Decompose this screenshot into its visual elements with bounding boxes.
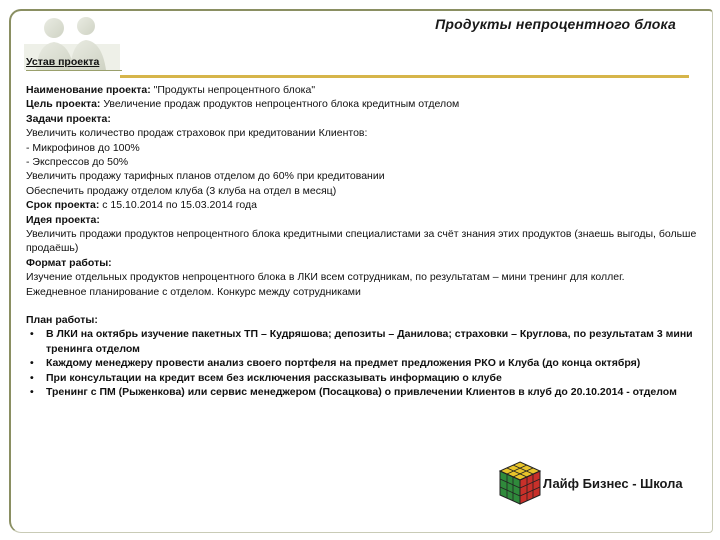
- project-name-line: [26, 83, 718, 97]
- list-item: • В ЛКИ на октябрь изучение пакетных ТП – Кудряшова; депозиты – Данилова; страховки – Круглова, по результатам 3 мини тренинга отделом: [30, 328, 693, 355]
- bullet-icon: •: [30, 371, 34, 384]
- work-format-label: Формат работы:: [26, 256, 112, 269]
- project-idea-value: Увеличить продажи продуктов непроцентного блока кредитными специалистами за счёт знания этих продуктов (знаешь выгоды, больше продаёшь): [26, 228, 697, 255]
- bullet-icon: •: [30, 386, 34, 399]
- project-goal-label: Цель проекта:: [26, 98, 101, 111]
- list-item: • При консультации на кредит всем без исключения рассказывать информацию о клубе: [30, 371, 502, 384]
- logo-text: Лайф Бизнес - Школа: [543, 476, 683, 491]
- bullet-icon: •: [30, 328, 34, 341]
- project-tasks-label: Задачи проекта:: [26, 112, 111, 125]
- section-label: Устав проекта: [26, 56, 100, 68]
- project-name-label: Наименование проекта:: [26, 84, 151, 96]
- work-plan-title: План работы:: [26, 314, 98, 326]
- accent-divider: [120, 75, 689, 78]
- task-line: - Экспрессов до 50%: [26, 156, 129, 169]
- task-line: Увеличить продажу тарифных планов отделом до 60% при кредитовании: [26, 170, 385, 183]
- project-idea-label: Идея проекта:: [26, 213, 100, 226]
- page-title: Продукты непроцентного блока: [435, 16, 676, 32]
- task-line: Обеспечить продажу отделом клуба (3 клуба на отдел в месяц): [26, 184, 337, 197]
- work-format-line: Ежедневное планирование с отделом. Конкурс между сотрудниками: [26, 285, 361, 298]
- task-line: Увеличить количество продаж страховок при кредитовании Клиентов:: [26, 127, 368, 140]
- work-plan-list: [26, 327, 706, 399]
- project-goal-value: Увеличение продаж продуктов непроцентного блока кредитным отделом: [100, 98, 460, 111]
- bullet-icon: •: [30, 357, 34, 370]
- divider: [26, 70, 122, 71]
- project-goal-line: [26, 97, 718, 111]
- project-name-value: "Продукты непроцентного блока": [150, 84, 316, 96]
- project-charter: [26, 83, 718, 299]
- work-plan: [26, 313, 706, 399]
- project-term-label: Срок проекта:: [26, 199, 100, 212]
- list-item: • Каждому менеджеру провести анализ своего портфеля на предмет предложения РКО и Клуба (до конца октября): [30, 357, 641, 370]
- project-term-line: [26, 198, 718, 212]
- work-format-line: Изучение отдельных продуктов непроцентного блока в ЛКИ всем сотрудникам, по результатам – мини тренинг для коллег.: [26, 271, 625, 284]
- task-line: - Микрофинов до 100%: [26, 141, 140, 154]
- list-item: • Тренинг с ПМ (Рыженкова) или сервис менеджером (Посацкова) о привлечении Клиентов в клуб до 20.10.2014 - отделом: [30, 386, 677, 399]
- project-term-value: с 15.10.2014 по 15.03.2014 года: [99, 199, 257, 212]
